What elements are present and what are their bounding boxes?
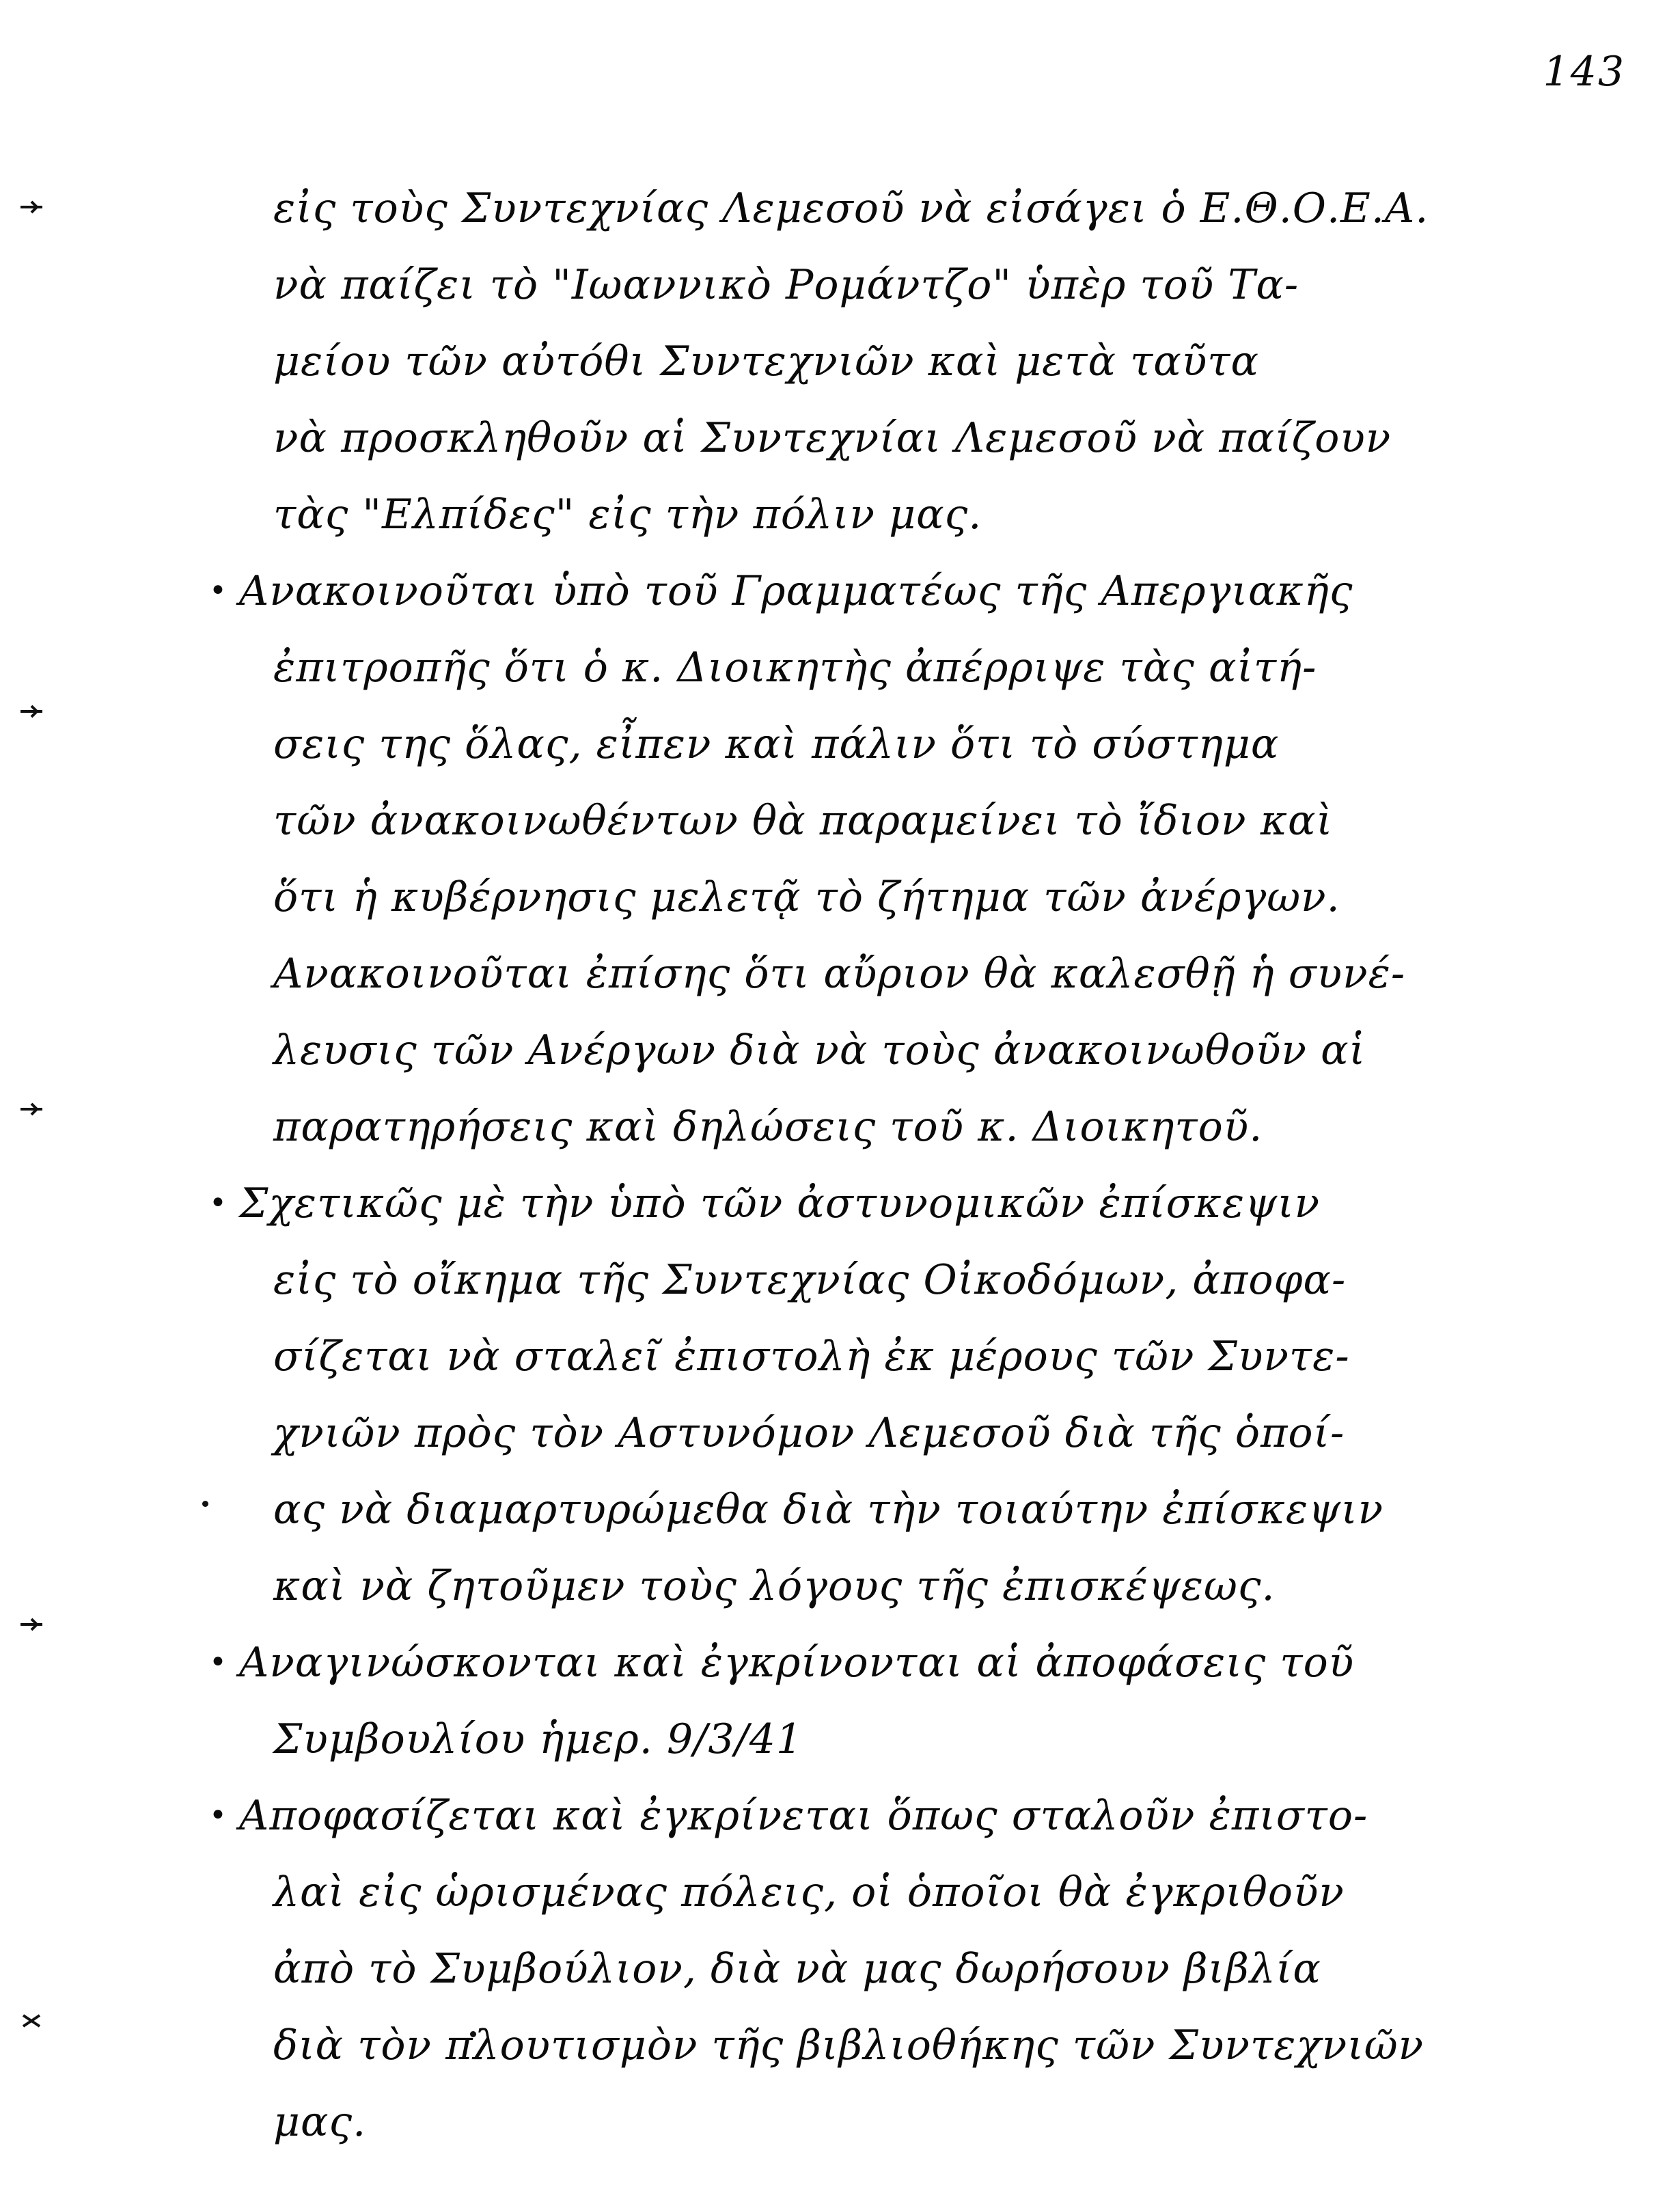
text-line: μας. <box>273 2098 367 2146</box>
text-line: τὰς "Ελπίδες" εἰς τὴν πόλιν μας. <box>273 491 982 539</box>
text-line: καὶ νὰ ζητοῦμεν τοὺς λόγους τῆς ἐπισκέψεως. <box>273 1562 1276 1610</box>
text-line: σίζεται νὰ σταλεῖ ἐπιστολὴ ἐκ μέρους τῶν Συντε- <box>273 1333 1350 1380</box>
bullet-mark: • <box>209 573 228 608</box>
text-line: διὰ τὸν πλουτισμὸν τῆς βιβλιοθήκης τῶν Συντεχνιῶν <box>273 2022 1424 2069</box>
text-line: ὅτι ἡ κυβέρνησις μελετᾷ τὸ ζήτημα τῶν ἀνέργων. <box>273 873 1340 921</box>
text-line-item-start: • Ανακοινοῦται ὑπὸ τοῦ Γραμματέως τῆς Απεργιακῆς <box>239 554 1599 629</box>
text-line: εἰς τὸ οἴκημα τῆς Συντεχνίας Οἰκοδόμων, ἀποφα- <box>273 1256 1347 1304</box>
text-line: τῶν ἀνακοινωθέντων θὰ παραμείνει τὸ ἴδιον καὶ <box>273 797 1334 845</box>
text-line: Ανακοινοῦται ἐπίσης ὅτι αὔριον θὰ καλεσθῇ ἡ συνέ- <box>273 950 1406 998</box>
text-line: λευσις τῶν Ανέργων διὰ νὰ τοὺς ἀνακοινωθοῦν αἱ <box>273 1026 1366 1074</box>
text-line: νὰ προσκληθοῦν αἱ Συντεχνίαι Λεμεσοῦ νὰ παίζουν <box>273 414 1392 462</box>
bullet-mark: • <box>209 1645 228 1680</box>
text-line: ας νὰ διαμαρτυρώμεθα διὰ τὴν τοιαύτην ἐπίσκεψιν <box>273 1486 1384 1534</box>
page-number: 143 <box>1543 48 1625 96</box>
text-line: εἰς τοὺς Συντεχνίας Λεμεσοῦ νὰ εἰσάγει ὁ Ε.Θ.Ο.Ε.Α. <box>273 185 1429 232</box>
bullet-mark: • <box>209 1798 228 1833</box>
text-line: νὰ παίζει τὸ "Ιωαννικὸ Ρομάντζο" ὑπὲρ τοῦ Τα- <box>273 261 1299 309</box>
text-line-item-start: • Σχετικῶς μὲ τὴν ὑπὸ τῶν ἀστυνομικῶν ἐπίσκεψιν <box>239 1166 1599 1241</box>
text-line: σεις της ὅλας, εἶπεν καὶ πάλιν ὅτι τὸ σύστημα <box>273 720 1280 768</box>
bullet-mark: • <box>209 1186 228 1221</box>
text-line: Συμβουλίου ἡμερ. 9/3/41 <box>273 1715 803 1763</box>
text-line: χνιῶν πρὸς τὸν Αστυνόμον Λεμεσοῦ διὰ τῆς ὁποί- <box>273 1409 1345 1457</box>
text-line: λαὶ εἰς ὡρισμένας πόλεις, οἱ ὁποῖοι θὰ ἐγκριθοῦν <box>273 1868 1345 1916</box>
text-line: μείου τῶν αὐτόθι Συντεχνιῶν καὶ μετὰ ταῦτα <box>273 338 1260 385</box>
text-line: παρατηρήσεις καὶ δηλώσεις τοῦ κ. Διοικητοῦ. <box>273 1103 1263 1151</box>
text-line: ἀπὸ τὸ Συμβούλιον, διὰ νὰ μας δωρήσουν βιβλία <box>273 1945 1321 1993</box>
text-line: ἐπιτροπῆς ὅτι ὁ κ. Διοικητὴς ἀπέρριψε τὰς αἰτή- <box>273 644 1317 692</box>
text-line-item-start: • Αποφασίζεται καὶ ἐγκρίνεται ὅπως σταλοῦν ἐπιστο- <box>239 1778 1599 1853</box>
text-line-item-start: • Αναγινώσκονται καὶ ἐγκρίνονται αἱ ἀποφάσεις τοῦ <box>239 1625 1599 1700</box>
